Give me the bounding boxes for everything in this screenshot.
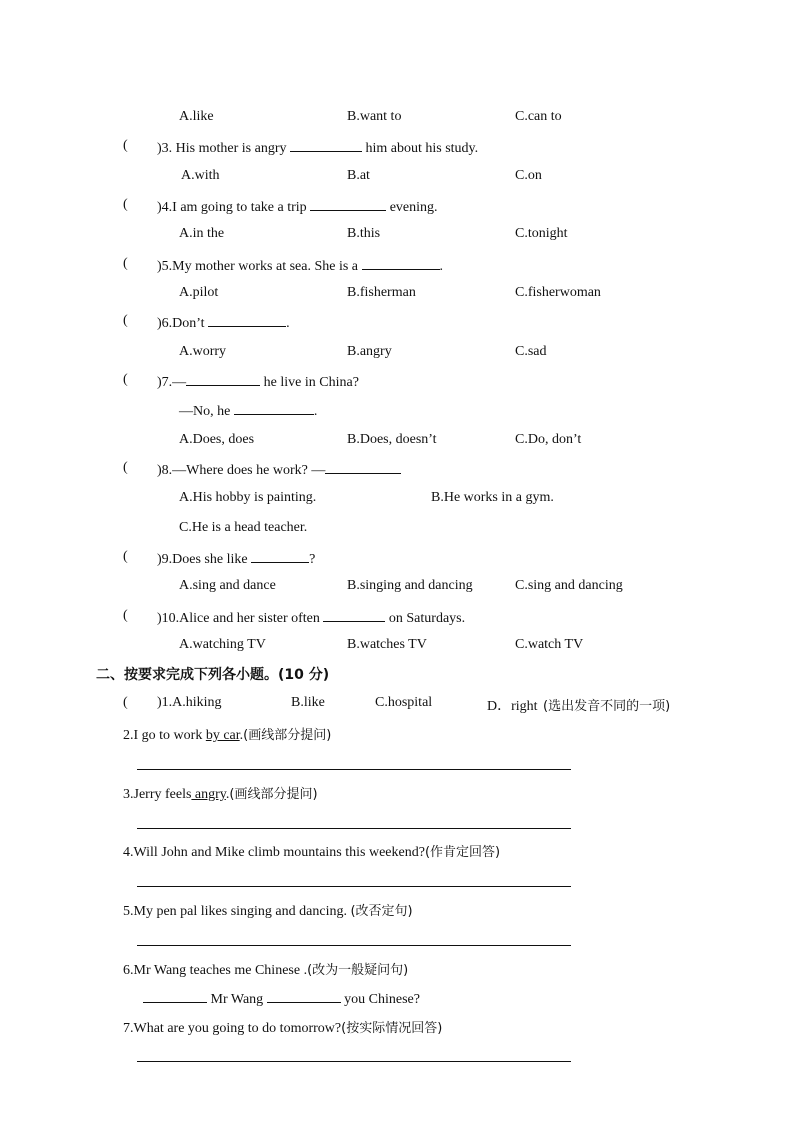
- q4-line: [157, 197, 438, 216]
- p2q6-end: you Chinese?: [344, 992, 420, 1007]
- p2q2-line: [123, 724, 331, 744]
- p2q1-option-c: C.hospital: [375, 695, 433, 710]
- p2q3-instruction: (画线部分提问): [229, 787, 318, 802]
- q7-reply-line: [179, 401, 317, 420]
- q10-text-after: on Saturdays.: [388, 611, 466, 626]
- q7-reply-blank[interactable]: [234, 401, 314, 415]
- q3-text: )3. His mother is angry: [157, 141, 287, 156]
- p2q6-line: [123, 959, 408, 979]
- q3-option-a: A.with: [181, 168, 220, 183]
- p2q5-line: [123, 900, 413, 920]
- q5-option-a: A.pilot: [179, 285, 219, 300]
- q9-option-c: C.sing and dancing: [515, 578, 623, 593]
- q8-option-a: A.His hobby is painting.: [179, 490, 317, 505]
- q10-option-c: C.watch TV: [515, 637, 584, 652]
- q4-option-b: B.this: [347, 226, 381, 241]
- p2q4-text: 4.Will John and Mike climb mountains this weekend?: [123, 845, 425, 860]
- p2q3-line: [123, 783, 318, 803]
- p2q6-instruction: (改为一般疑问句): [307, 963, 409, 978]
- part2-heading: 二、按要求完成下列各小题。(10 分): [96, 667, 330, 683]
- q9-text: )9.Does she like: [157, 552, 248, 567]
- q9-line: [157, 549, 315, 568]
- p2q1-instruction: (选出发音不同的一项): [543, 699, 671, 714]
- p2q1-option-d: D．right: [487, 699, 538, 714]
- q3-option-b: B.at: [347, 168, 370, 183]
- q3-blank[interactable]: [290, 138, 362, 152]
- p2q6-mid: Mr Wang: [210, 992, 264, 1007]
- p2q5-text: 5.My pen pal likes singing and dancing.: [123, 904, 347, 919]
- q10-line: [157, 608, 465, 627]
- q3-text-after: him about his study.: [365, 141, 479, 156]
- p2q1-paren: (: [123, 695, 128, 710]
- q6-blank[interactable]: [208, 313, 286, 327]
- q9-option-a: A.sing and dance: [179, 578, 276, 593]
- q8-option-c: C.He is a head teacher.: [179, 520, 308, 535]
- q7-reply: —No, he: [179, 404, 231, 419]
- q8-text: )8.—Where does he work? —: [157, 463, 326, 478]
- q3-line: [157, 138, 478, 157]
- q6-option-a: A.worry: [179, 344, 227, 359]
- q10-paren: (: [123, 608, 128, 623]
- q7-option-b: B.Does, doesn’t: [347, 432, 437, 447]
- q5-text-after: .: [439, 259, 444, 274]
- p2q4-instruction: (作肯定回答): [424, 845, 501, 860]
- p2q7-answer-line[interactable]: [137, 1061, 571, 1062]
- p2q4-answer-line[interactable]: [137, 886, 571, 887]
- p2q7-line: [123, 1017, 442, 1037]
- q9-option-b: B.singing and dancing: [347, 578, 473, 593]
- q10-option-b: B.watches TV: [347, 637, 427, 652]
- p2q4-line: [123, 841, 500, 861]
- p2q2-underlined: by car: [205, 728, 240, 743]
- p2q5-answer-line[interactable]: [137, 945, 571, 946]
- q4-option-a: A.in the: [179, 226, 225, 241]
- q7-paren: (: [123, 372, 128, 387]
- q8-line: [157, 460, 401, 479]
- q6-option-c: C.sad: [515, 344, 547, 359]
- q7-text-after: he live in China?: [263, 375, 359, 390]
- q5-paren: (: [123, 256, 128, 271]
- q2-option-a: A.like: [179, 109, 214, 124]
- q10-text: )10.Alice and her sister often: [157, 611, 320, 626]
- q4-option-c: C.tonight: [515, 226, 568, 241]
- p2q3-text: 3.Jerry feels: [123, 787, 192, 802]
- p2q7-instruction: (按实际情况回答): [341, 1021, 443, 1036]
- q2-option-c: C.can to: [515, 109, 562, 124]
- q10-option-a: A.watching TV: [179, 637, 266, 652]
- p2q3-text-post: .: [225, 787, 230, 802]
- q7-reply-after: .: [313, 404, 318, 419]
- q4-text: )4.I am going to take a trip: [157, 200, 307, 215]
- q4-paren: (: [123, 197, 128, 212]
- q7-option-a: A.Does, does: [179, 432, 255, 447]
- p2q2-instruction: (画线部分提问): [243, 728, 332, 743]
- q8-paren: (: [123, 460, 128, 475]
- q6-text: )6.Don’t: [157, 316, 205, 331]
- p2q6-blank-1[interactable]: [143, 989, 207, 1003]
- p2q2-text-post: .: [239, 728, 244, 743]
- p2q6-text: 6.Mr Wang teaches me Chinese .: [123, 963, 308, 978]
- q5-line: [157, 256, 443, 275]
- q4-text-after: evening.: [389, 200, 438, 215]
- q5-option-c: C.fisherwoman: [515, 285, 601, 300]
- q9-paren: (: [123, 549, 128, 564]
- q8-option-b: B.He works in a gym.: [431, 490, 554, 505]
- p2q6-answer-line: [143, 989, 420, 1008]
- q6-option-b: B.angry: [347, 344, 392, 359]
- q5-option-b: B.fisherman: [347, 285, 416, 300]
- p2q6-blank-2[interactable]: [267, 989, 341, 1003]
- q8-blank[interactable]: [325, 460, 401, 474]
- q7-option-c: C.Do, don’t: [515, 432, 582, 447]
- q7-text: )7.—: [157, 375, 187, 390]
- q6-text-after: .: [286, 316, 290, 331]
- p2q1-option-a: )1.A.hiking: [157, 695, 222, 710]
- q3-paren: (: [123, 138, 128, 153]
- q5-text: )5.My mother works at sea. She is a: [157, 259, 359, 274]
- q3-option-c: C.on: [515, 168, 542, 183]
- q7-blank[interactable]: [186, 372, 260, 386]
- p2q3-answer-line[interactable]: [137, 828, 571, 829]
- q9-blank[interactable]: [251, 549, 309, 563]
- p2q3-underlined: angry: [191, 787, 226, 802]
- q6-line: [157, 313, 290, 332]
- p2q1-option-b: B.like: [291, 695, 325, 710]
- p2q7-text: 7.What are you going to do tomorrow?: [123, 1021, 342, 1036]
- p2q5-instruction: (改否定句): [350, 904, 413, 919]
- q10-blank[interactable]: [323, 608, 385, 622]
- q2-option-b: B.want to: [347, 109, 402, 124]
- q9-text-after: ?: [309, 552, 316, 567]
- p2q2-answer-line[interactable]: [137, 769, 571, 770]
- q4-blank[interactable]: [310, 197, 386, 211]
- p2q2-text: 2.I go to work: [123, 728, 203, 743]
- q5-blank[interactable]: [362, 256, 440, 270]
- q6-paren: (: [123, 313, 128, 328]
- q7-line: [157, 372, 359, 391]
